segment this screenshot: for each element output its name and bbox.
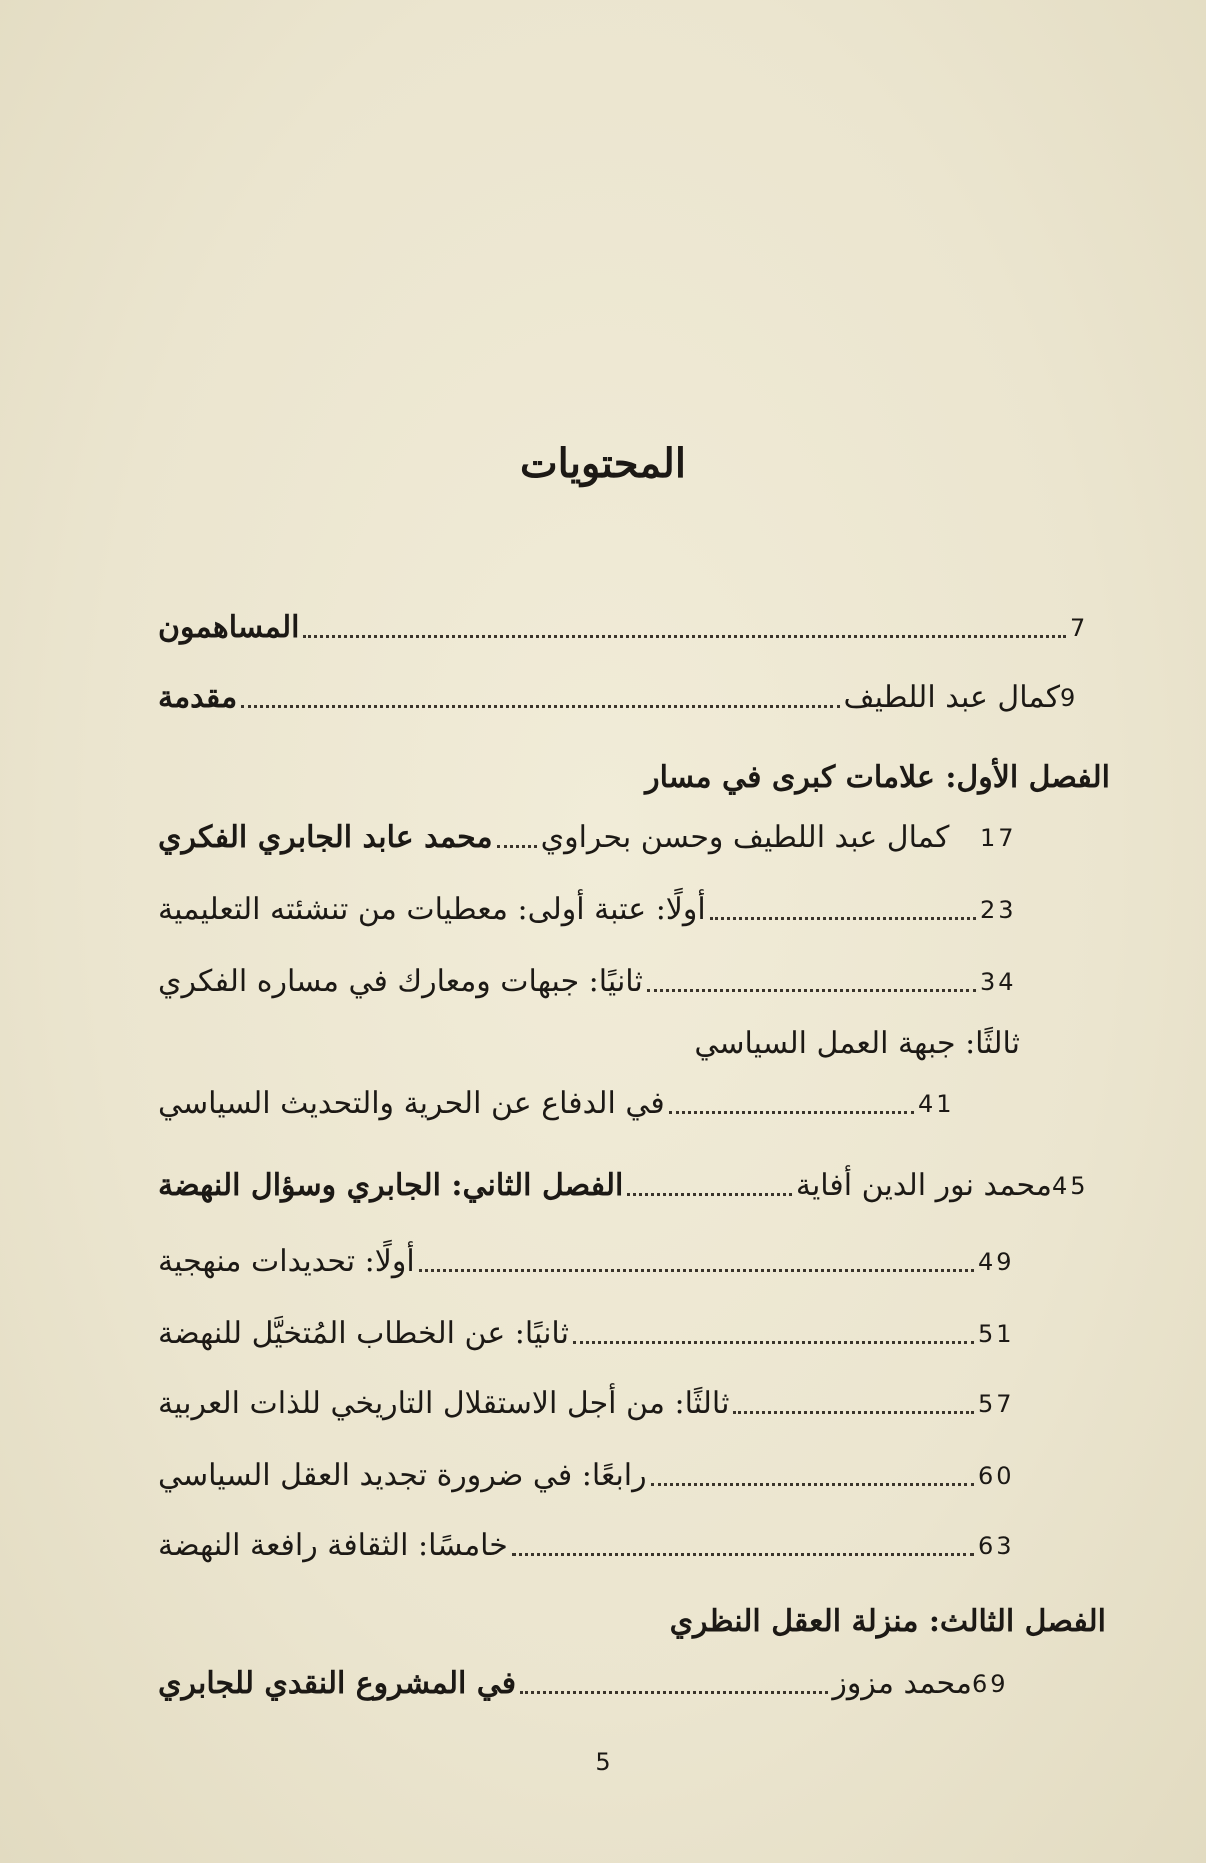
toc-entry-2-3[interactable]: [158, 1374, 1018, 1426]
dot-leader: [733, 1411, 974, 1414]
toc-entry-introduction[interactable]: [158, 668, 1110, 720]
toc-entry-label: في المشروع النقدي للجابري: [158, 1666, 517, 1701]
toc-entry-label: رابعًا: في ضرورة تجديد العقل السياسي: [158, 1458, 647, 1493]
toc-entry-chapter-2[interactable]: [158, 1156, 1102, 1208]
dot-leader: [512, 1553, 974, 1556]
toc-page-number: 57: [978, 1390, 1015, 1418]
toc-page-number: 7: [1070, 614, 1089, 642]
toc-entry-label: ثانيًا: جبهات ومعارك في مساره الفكري: [158, 964, 643, 999]
toc-entry-author: محمد مزوز: [832, 1666, 972, 1701]
toc-entry-1-2[interactable]: [158, 952, 1020, 1004]
toc-page-number: 41: [918, 1090, 955, 1118]
toc-entry-chapter-3[interactable]: [158, 1654, 1022, 1706]
toc-entry-label: ثالثًا: من أجل الاستقلال التاريخي للذات العربية: [158, 1386, 730, 1421]
toc-entry-label: الفصل الثاني: الجابري وسؤال النهضة: [158, 1168, 624, 1203]
toc-entry-1-3[interactable]: [158, 1074, 958, 1126]
toc-page-number: 60: [978, 1462, 1015, 1490]
toc-entry-author: محمد نور الدين أفاية: [795, 1168, 1052, 1203]
toc-page-number: 23: [980, 896, 1017, 924]
dot-leader: [573, 1341, 974, 1344]
toc-entry-label: أولًا: تحديدات منهجية: [158, 1244, 415, 1279]
toc-entry-label: مقدمة: [158, 680, 238, 715]
toc-page-number: 63: [978, 1532, 1015, 1560]
toc-entry-label: المساهمون: [158, 610, 300, 645]
dot-leader: [303, 635, 1066, 638]
toc-entry-author: كمال عبد اللطيف: [843, 680, 1060, 715]
toc-entry-label: في الدفاع عن الحرية والتحديث السياسي: [158, 1086, 665, 1121]
dot-leader: [669, 1111, 914, 1114]
dot-leader: [419, 1269, 974, 1272]
toc-page-number: 45: [1052, 1172, 1089, 1200]
toc-entry-label: ثانيًا: عن الخطاب المُتخيَّل للنهضة: [158, 1316, 569, 1351]
toc-entry-label: خامسًا: الثقافة رافعة النهضة: [158, 1528, 508, 1563]
dot-leader: [497, 845, 537, 848]
page-number-footer: 5: [595, 1748, 611, 1776]
toc-entry-1-3-line1[interactable]: ثالثًا: جبهة العمل السياسي: [694, 1026, 1020, 1061]
toc-page-number: 34: [980, 968, 1017, 996]
page-title: المحتويات: [520, 440, 686, 487]
toc-entry-label: أولًا: عتبة أولى: معطيات من تنشئته التعليمية: [158, 892, 706, 927]
toc-entry-author: كمال عبد اللطيف وحسن بحراوي: [540, 820, 950, 855]
toc-entry-label: محمد عابد الجابري الفكري: [158, 820, 493, 855]
toc-page-number: 49: [978, 1248, 1015, 1276]
toc-entry-chapter-1[interactable]: [158, 808, 1020, 860]
toc-entry-2-4[interactable]: [158, 1446, 1018, 1498]
dot-leader: [241, 705, 839, 708]
dot-leader: [520, 1691, 828, 1694]
toc-entry-contributors[interactable]: [158, 598, 1110, 650]
chapter-1-heading[interactable]: الفصل الأول: علامات كبرى في مسار: [645, 760, 1110, 795]
toc-page-number: 51: [978, 1320, 1015, 1348]
chapter-3-heading[interactable]: الفصل الثالث: منزلة العقل النظري: [669, 1604, 1106, 1639]
toc-entry-2-2[interactable]: [158, 1304, 1018, 1356]
dot-leader: [651, 1483, 974, 1486]
toc-entry-2-1[interactable]: [158, 1232, 1018, 1284]
toc-page-number: 17: [980, 824, 1017, 852]
toc-page-number: 9: [1060, 684, 1079, 712]
dot-leader: [627, 1193, 792, 1196]
toc-entry-1-1[interactable]: [158, 880, 1020, 932]
toc-page-number: 69: [972, 1670, 1009, 1698]
toc-entry-2-5[interactable]: [158, 1516, 1018, 1568]
dot-leader: [710, 917, 976, 920]
dot-leader: [647, 989, 976, 992]
